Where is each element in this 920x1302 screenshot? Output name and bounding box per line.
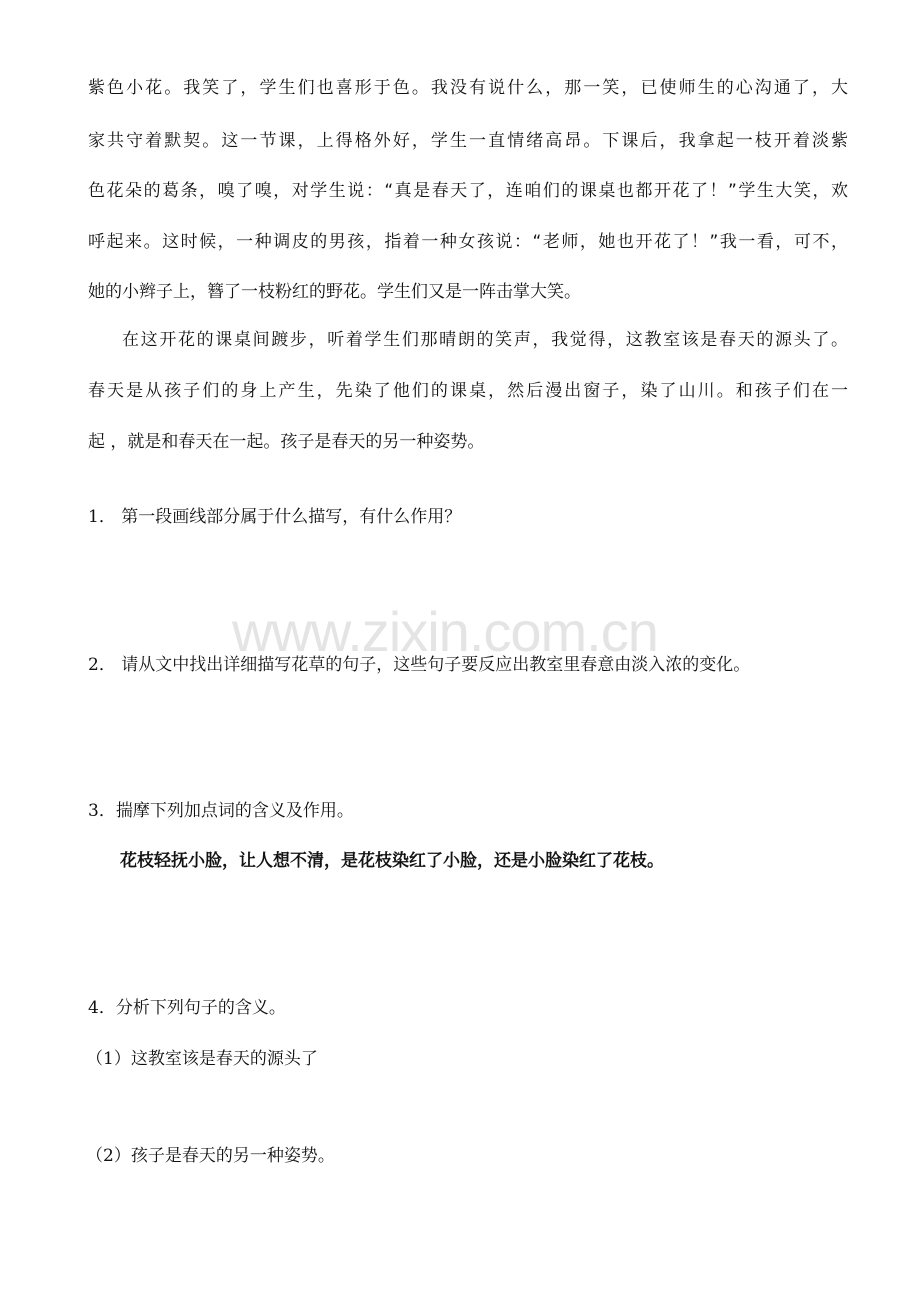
paragraph-line: 呼起来。这时候，一种调皮的男孩，指着一种女孩说：“老师，她也开花了！”我一看，可不，	[88, 232, 848, 252]
question-4-item-1: （1）这教室该是春天的源头了	[86, 1049, 318, 1069]
question-4: 4．分析下列句子的含义。	[88, 998, 286, 1018]
paragraph-line: 家共守着默契。这一节课，上得格外好，学生一直情绪高昂。下课后，我拿起一枝开着淡紫	[88, 131, 848, 151]
question-1: 1． 第一段画线部分属于什么描写，有什么作用？	[88, 507, 462, 527]
paragraph-line: 在这开花的课桌间踱步，听着学生们那晴朗的笑声，我觉得，这教室该是春天的源头了。	[122, 330, 848, 350]
question-3: 3．揣摩下列加点词的含义及作用。	[88, 801, 354, 821]
paragraph-line: 起 ，就是和春天在一起。孩子是春天的另一种姿势。	[88, 432, 485, 452]
question-4-item-2: （2）孩子是春天的另一种姿势。	[86, 1146, 335, 1166]
paragraph-line: 她的小辫子上，簪了一枝粉红的野花。学生们又是一阵击掌大笑。	[88, 282, 581, 302]
question-3-sentence: 花枝轻抚小脸，让人想不清，是花枝染红了小脸，还是小脸染红了花枝。	[120, 851, 664, 871]
paragraph-line: 紫色小花。我笑了，学生们也喜形于色。我没有说什么，那一笑，已使师生的心沟通了，大	[88, 78, 848, 98]
watermark: www.zixin.com.cn	[232, 600, 658, 663]
paragraph-line: 春天是从孩子们的身上产生，先染了他们的课桌，然后漫出窗子，染了山川。和孩子们在一	[88, 381, 848, 401]
question-2: 2． 请从文中找出详细描写花草的句子，这些句子要反应出教室里春意由淡入浓的变化。	[88, 655, 751, 675]
paragraph-line: 色花朵的葛条，嗅了嗅，对学生说：“真是春天了，连咱们的课桌也都开花了！”学生大笑，欢	[88, 181, 848, 201]
